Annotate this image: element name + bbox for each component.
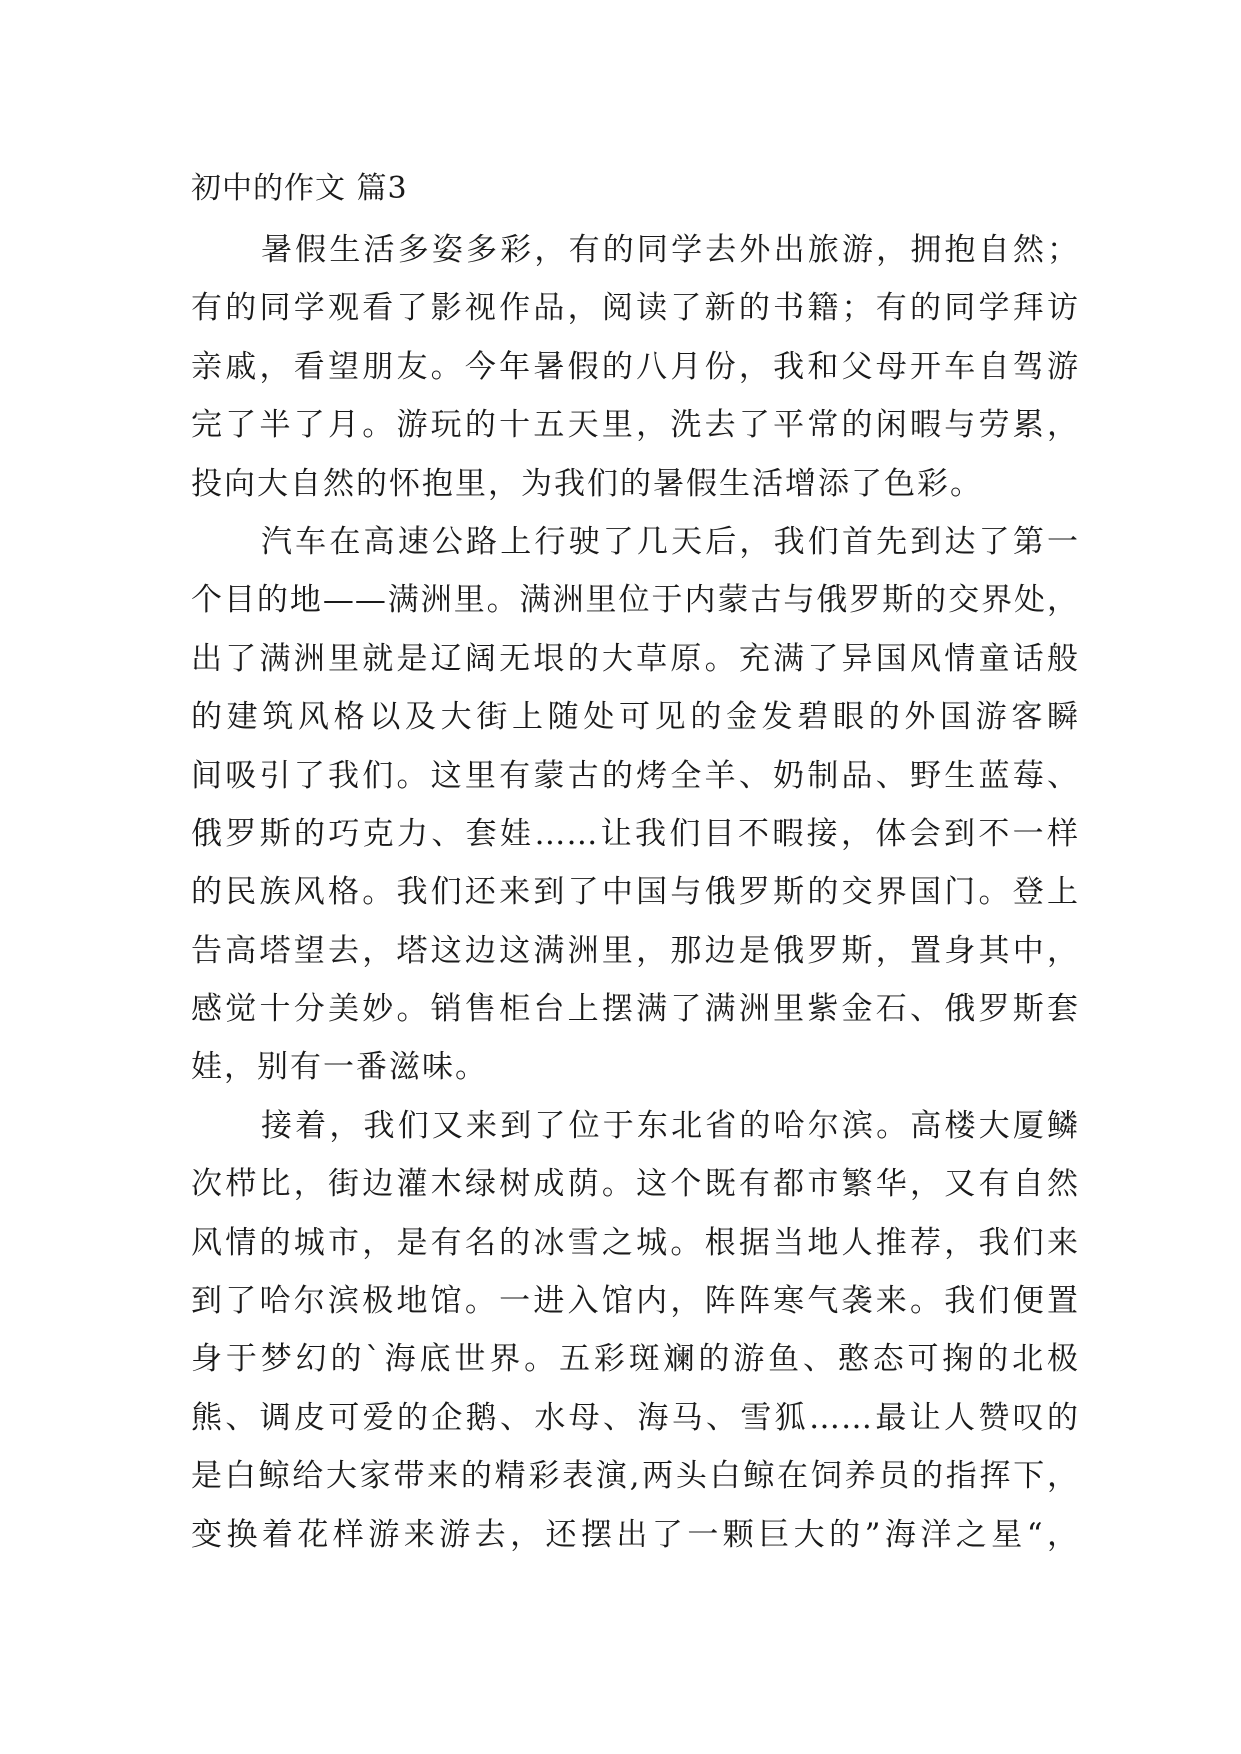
paragraph-line: 间吸引了我们。这里有蒙古的烤全羊、奶制品、野生蓝莓、 <box>191 757 1079 794</box>
paragraph-line: 次栉比，街边灌木绿树成荫。这个既有都市繁华，又有自然 <box>191 1166 1079 1203</box>
paragraph-3 <box>191 1097 1079 1564</box>
paragraph-line: 是白鲸给大家带来的精彩表演,两头白鲸在饲养员的指挥下， <box>191 1458 1079 1495</box>
paragraph-line: 完了半了月。游玩的十五天里，洗去了平常的闲暇与劳累， <box>191 407 1079 444</box>
paragraph-line: 亲戚，看望朋友。今年暑假的八月份，我和父母开车自驾游 <box>191 348 1079 385</box>
paragraph-line: 有的同学观看了影视作品，阅读了新的书籍；有的同学拜访 <box>191 290 1079 327</box>
paragraph-2 <box>191 513 1079 1097</box>
paragraph-line: 熊、调皮可爱的企鹅、水母、海马、雪狐……最让人赞叹的 <box>191 1399 1079 1436</box>
paragraph-line: 身于梦幻的`海底世界。五彩斑斓的游鱼、憨态可掬的北极 <box>191 1341 1079 1378</box>
paragraph-line: 的建筑风格以及大街上随处可见的金发碧眼的外国游客瞬 <box>191 699 1079 736</box>
paragraph-line: 到了哈尔滨极地馆。一进入馆内，阵阵寒气袭来。我们便置 <box>191 1283 1079 1320</box>
paragraph-line: 出了满洲里就是辽阔无垠的大草原。充满了异国风情童话般 <box>191 640 1079 677</box>
paragraph-line: 风情的城市，是有名的冰雪之城。根据当地人推荐，我们来 <box>191 1224 1079 1261</box>
paragraph-line: 变换着花样游来游去，还摆出了一颗巨大的”海洋之星“， <box>191 1516 1079 1553</box>
essay-title: 初中的作文 篇3 <box>191 171 408 206</box>
paragraph-line: 俄罗斯的巧克力、套娃……让我们目不暇接，体会到不一样 <box>191 815 1079 852</box>
paragraph-line: 接着，我们又来到了位于东北省的哈尔滨。高楼大厦鳞 <box>261 1107 1079 1144</box>
paragraph-line: 感觉十分美妙。销售柜台上摆满了满洲里紫金石、俄罗斯套 <box>191 991 1079 1028</box>
paragraph-line: 的民族风格。我们还来到了中国与俄罗斯的交界国门。登上 <box>191 874 1079 911</box>
paragraph-line: 投向大自然的怀抱里，为我们的暑假生活增添了色彩。 <box>191 465 983 502</box>
paragraph-line: 暑假生活多姿多彩，有的同学去外出旅游，拥抱自然； <box>261 232 1079 268</box>
paragraph-1 <box>191 221 1079 513</box>
paragraph-line: 汽车在高速公路上行驶了几天后，我们首先到达了第一 <box>261 523 1079 560</box>
paragraph-line: 告高塔望去，塔这边这满洲里，那边是俄罗斯，置身其中， <box>191 932 1079 969</box>
document-body <box>191 160 1079 1564</box>
paragraph-line: 个目的地——满洲里。满洲里位于内蒙古与俄罗斯的交界处， <box>191 582 1079 619</box>
paragraph-line: 娃，别有一番滋味。 <box>191 1049 488 1086</box>
